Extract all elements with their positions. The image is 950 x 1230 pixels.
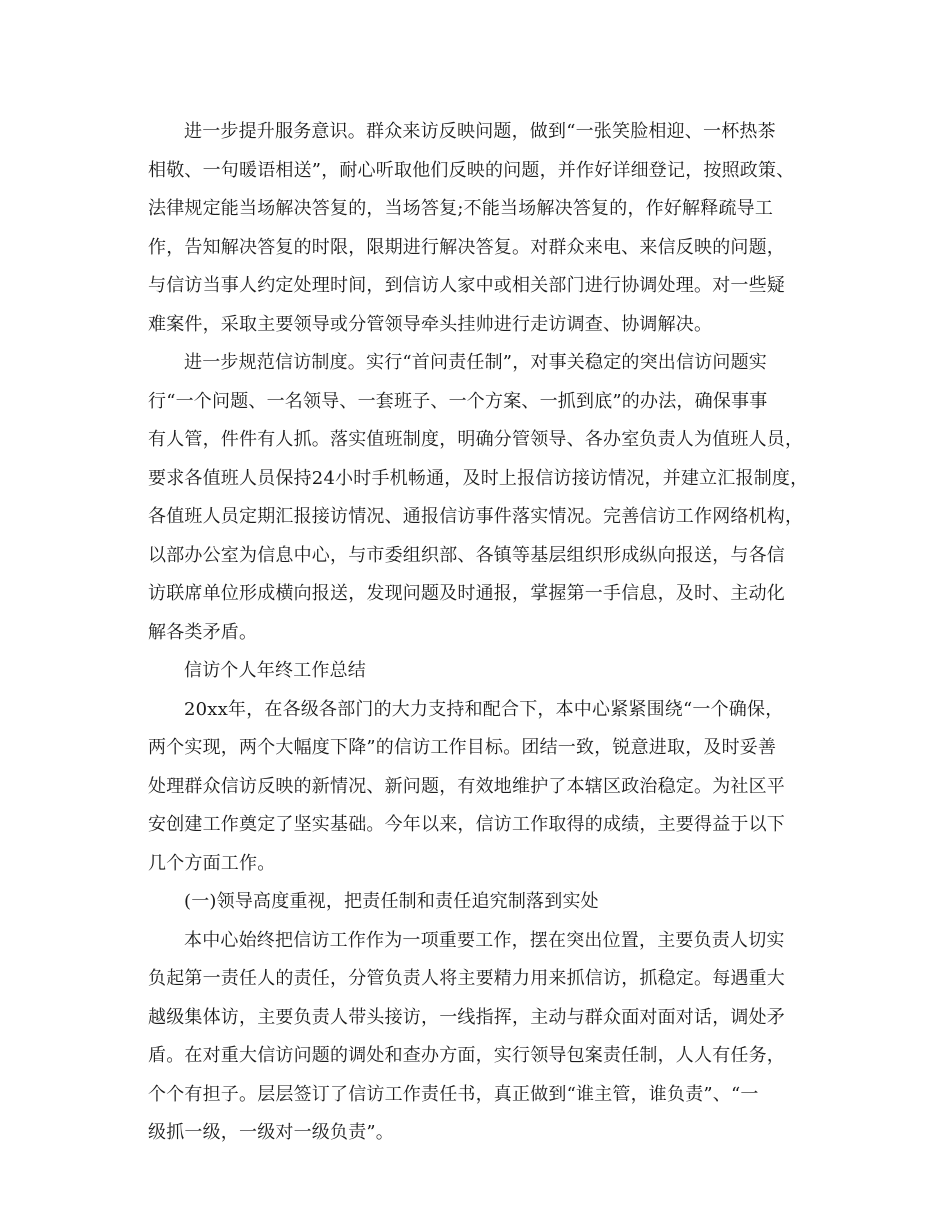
- text-line: 作，告知解决答复的时限，限期进行解决答复。对群众来电、来信反映的问题，: [148, 236, 785, 258]
- text-line: 要求各值班人员保持24小时手机畅通，及时上报信访接访情况，并建立汇报制度，: [148, 467, 809, 489]
- text-line: 越级集体访，主要负责人带头接访，一线指挥，主动与群众面对面对话，调处矛: [148, 1006, 785, 1028]
- text-line: 进一步规范信访制度。实行“首问责任制”，对事关稳定的突出信访问题实: [184, 352, 768, 373]
- text-line: 与信访当事人约定处理时间，到信访人家中或相关部门进行协调处理。对一些疑: [148, 275, 785, 296]
- text-line: 本中心始终把信访工作作为一项重要工作，摆在突出位置，主要负责人切实: [184, 929, 785, 951]
- text-line: 解各类矛盾。: [148, 621, 258, 643]
- text-line: 盾。在对重大信访问题的调处和查办方面，实行领导包案责任制，人人有任务，: [148, 1045, 785, 1066]
- text-line: 级抓一级，一级对一级负责”。: [148, 1122, 395, 1143]
- text-line: 处理群众信访反映的新情况、新问题，有效地维护了本辖区政治稳定。为社区平: [148, 775, 785, 797]
- text-line: 访联席单位形成横向报送，发现问题及时通报，掌握第一手信息，及时、主动化: [148, 583, 785, 604]
- text-line: 难案件，采取主要领导或分管领导牵头挂帅进行走访调查、协调解决。: [148, 313, 713, 335]
- subsection-heading: (一)领导高度重视，把责任制和责任追究制落到实处: [184, 891, 599, 912]
- text-line: 安创建工作奠定了坚实基础。今年以来，信访工作取得的成绩，主要得益于以下: [148, 814, 785, 835]
- text-line: 有人管，件件有人抓。落实值班制度，明确分管领导、各办室负责人为值班人员，: [148, 429, 804, 450]
- text-line: 20xx年，在各级各部门的大力支持和配合下，本中心紧紧围绕“一个确保，: [184, 698, 784, 720]
- text-line: 行“一个问题、一名领导、一套班子、一个方案、一抓到底”的办法，确保事事: [148, 390, 768, 412]
- text-line: 进一步提升服务意识。群众来访反映问题，做到“一张笑脸相迎、一杯热茶: [184, 121, 776, 142]
- text-line: 负起第一责任人的责任，分管负责人将主要精力用来抓信访，抓稳定。每遇重大: [148, 968, 785, 989]
- text-line: 法律规定能当场解决答复的，当场答复;不能当场解决答复的，作好解释疏导工: [148, 198, 774, 219]
- text-line: 个个有担子。层层签订了信访工作责任书，真正做到“谁主管，谁负责”、“一: [148, 1083, 759, 1105]
- document-body: [148, 113, 828, 1153]
- text-line: 两个实现，两个大幅度下降”的信访工作目标。团结一致，锐意进取，及时妥善: [148, 737, 777, 758]
- text-line: 各值班人员定期汇报接访情况、通报信访事件落实情况。完善信访工作网络机构，: [148, 506, 804, 527]
- text-line: 几个方面工作。: [148, 852, 276, 874]
- text-line: 相敬、一句暖语相送”，耐心听取他们反映的问题，并作好详细登记，按照政策、: [148, 159, 795, 181]
- text-line: 以部办公室为信息中心，与市委组织部、各镇等基层组织形成纵向报送，与各信: [148, 544, 785, 566]
- section-title: 信访个人年终工作总结: [184, 660, 366, 681]
